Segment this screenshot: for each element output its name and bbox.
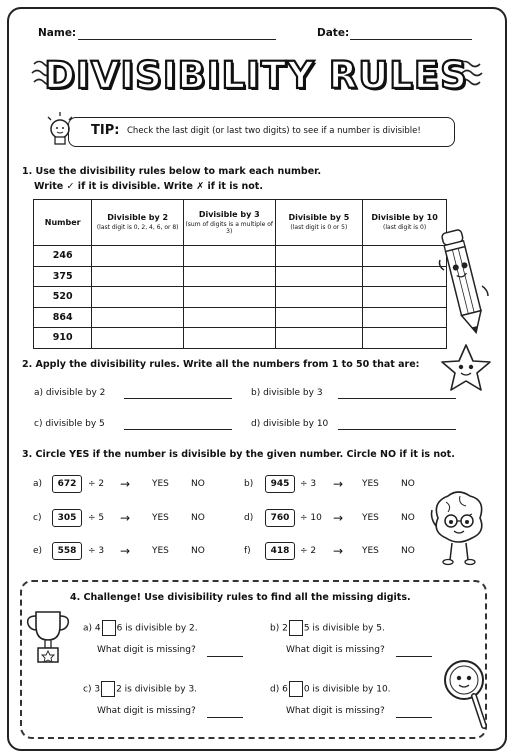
tip-box xyxy=(68,117,455,147)
cell[interactable] xyxy=(183,246,275,267)
cell[interactable] xyxy=(183,307,275,328)
q4-letter-d: d) xyxy=(270,684,280,695)
divisibility-table xyxy=(33,199,447,349)
row-number: 520 xyxy=(34,287,92,308)
q4-answer-a[interactable] xyxy=(207,656,243,657)
q3-number-f: 418 xyxy=(265,542,295,560)
cell[interactable] xyxy=(92,328,184,349)
table-row xyxy=(34,246,447,267)
arrow-icon: → xyxy=(333,477,344,491)
cell[interactable] xyxy=(275,287,363,308)
q4-pre-d: 6 xyxy=(282,684,288,695)
q2-answer-c[interactable] xyxy=(124,429,232,430)
q4-letter-b: b) xyxy=(270,623,280,634)
yes-option[interactable]: YES xyxy=(362,479,379,489)
challenge-box xyxy=(20,580,487,739)
row-number: 864 xyxy=(34,307,92,328)
yes-option[interactable]: YES xyxy=(362,546,379,556)
cell[interactable] xyxy=(92,307,184,328)
q4-missing-d: What digit is missing? xyxy=(286,706,385,716)
col-div5: Divisible by 5 (last digit is 0 or 5) xyxy=(275,200,363,246)
q2-item-c: c) divisible by 5 xyxy=(34,419,105,429)
q3-prompt: 3. Circle YES if the number is divisible by the given number. Circle NO if it is not. xyxy=(22,449,455,460)
q3-letter-d: d) xyxy=(244,513,254,523)
arrow-icon: → xyxy=(120,477,131,491)
cell[interactable] xyxy=(363,328,447,349)
q3-op-c: ÷ 5 xyxy=(88,513,105,523)
q2-prompt: 2. Apply the divisibility rules. Write all the numbers from 1 to 50 that are: xyxy=(22,359,420,370)
col-number: Number xyxy=(34,200,92,246)
table-row xyxy=(34,266,447,287)
q2-item-a: a) divisible by 2 xyxy=(34,388,106,398)
yes-option[interactable]: YES xyxy=(152,546,169,556)
row-number: 375 xyxy=(34,266,92,287)
q3-letter-b: b) xyxy=(244,479,254,489)
cell[interactable] xyxy=(183,328,275,349)
trophy-icon xyxy=(24,608,72,668)
cell[interactable] xyxy=(92,287,184,308)
q4-post-a: 6 is divisible by 2. xyxy=(116,623,198,634)
q3-number-e: 558 xyxy=(52,542,82,560)
pencil-mascot-icon xyxy=(436,226,492,342)
q4-item-b xyxy=(270,620,385,636)
q4-post-d: 0 is divisible by 10. xyxy=(303,684,391,695)
tip-label: TIP: xyxy=(91,123,120,138)
cell[interactable] xyxy=(363,246,447,267)
page-title: DIVISIBILITY RULES xyxy=(44,54,468,97)
q2-answer-b[interactable] xyxy=(338,398,456,399)
q4-post-c: 2 is divisible by 3. xyxy=(116,684,198,695)
cell[interactable] xyxy=(275,266,363,287)
q4-pre-b: 2 xyxy=(282,623,288,634)
date-label: Date: xyxy=(317,27,350,39)
q3-op-d: ÷ 10 xyxy=(300,513,322,523)
missing-digit-box[interactable] xyxy=(101,681,115,697)
col-div10: Divisible by 10 (last digit is 0) xyxy=(363,200,447,246)
cell[interactable] xyxy=(183,266,275,287)
q3-letter-e: e) xyxy=(33,546,43,556)
cell[interactable] xyxy=(275,328,363,349)
date-field[interactable] xyxy=(350,39,472,40)
missing-digit-box[interactable] xyxy=(289,681,303,697)
no-option[interactable]: NO xyxy=(401,546,415,556)
cell[interactable] xyxy=(92,246,184,267)
q4-prompt: 4. Challenge! Use divisibility rules to find all the missing digits. xyxy=(70,592,411,603)
q4-pre-c: 3 xyxy=(94,684,101,695)
star-mascot-icon xyxy=(438,342,494,396)
page-title-wrap xyxy=(0,54,512,97)
q4-letter-a: a) xyxy=(83,623,93,634)
no-option[interactable]: NO xyxy=(401,513,415,523)
q4-letter-c: c) xyxy=(83,684,92,695)
row-number: 910 xyxy=(34,328,92,349)
cell[interactable] xyxy=(275,246,363,267)
q2-answer-d[interactable] xyxy=(338,429,456,430)
table-row xyxy=(34,287,447,308)
q4-item-c xyxy=(83,681,197,697)
yes-option[interactable]: YES xyxy=(152,479,169,489)
cell[interactable] xyxy=(363,307,447,328)
brain-mascot-icon xyxy=(428,488,490,568)
q3-op-a: ÷ 2 xyxy=(88,479,105,489)
q3-number-b: 945 xyxy=(265,475,295,493)
cell[interactable] xyxy=(92,266,184,287)
cell[interactable] xyxy=(275,307,363,328)
col-div2: Divisible by 2 (last digit is 0, 2, 4, 6, or 8) xyxy=(92,200,184,246)
table-row xyxy=(34,328,447,349)
table-row xyxy=(34,307,447,328)
tip-text: Check the last digit (or last two digits) to see if a number is divisible! xyxy=(127,126,421,136)
missing-digit-box[interactable] xyxy=(289,620,303,636)
no-option[interactable]: NO xyxy=(401,479,415,489)
yes-option[interactable]: YES xyxy=(362,513,379,523)
q3-letter-c: c) xyxy=(33,513,42,523)
arrow-icon: → xyxy=(333,544,344,558)
table-header-row xyxy=(34,200,447,246)
arrow-icon: → xyxy=(120,544,131,558)
magnifying-glass-icon xyxy=(440,656,492,734)
q4-answer-c[interactable] xyxy=(207,717,243,718)
q3-number-c: 305 xyxy=(52,509,82,527)
q4-missing-a: What digit is missing? xyxy=(97,645,196,655)
arrow-icon: → xyxy=(120,511,131,525)
no-option[interactable]: NO xyxy=(191,513,205,523)
name-label: Name: xyxy=(38,27,77,39)
name-field[interactable] xyxy=(78,39,276,40)
q4-answer-b[interactable] xyxy=(396,656,432,657)
q4-missing-c: What digit is missing? xyxy=(97,706,196,716)
q3-number-d: 760 xyxy=(265,509,295,527)
q4-answer-d[interactable] xyxy=(396,717,432,718)
q4-pre-a: 4 xyxy=(94,623,101,634)
q3-op-e: ÷ 3 xyxy=(88,546,105,556)
no-option[interactable]: NO xyxy=(191,479,205,489)
no-option[interactable]: NO xyxy=(191,546,205,556)
cell[interactable] xyxy=(363,287,447,308)
yes-option[interactable]: YES xyxy=(152,513,169,523)
missing-digit-box[interactable] xyxy=(102,620,116,636)
col-div3: Divisible by 3 (sum of digits is a multiple of 3) xyxy=(183,200,275,246)
cell[interactable] xyxy=(183,287,275,308)
q4-item-d xyxy=(270,681,391,697)
q4-missing-b: What digit is missing? xyxy=(286,645,385,655)
arrow-icon: → xyxy=(333,511,344,525)
q1-line2: Write ✓ if it is divisible. Write ✗ if it is not. xyxy=(34,181,263,192)
q3-letter-f: f) xyxy=(244,546,251,556)
q3-op-f: ÷ 2 xyxy=(300,546,317,556)
q4-item-a xyxy=(83,620,198,636)
q4-post-b: 5 is divisible by 5. xyxy=(303,623,385,634)
q2-item-b: b) divisible by 3 xyxy=(251,388,323,398)
q1-line1: 1. Use the divisibility rules below to mark each number. xyxy=(22,166,322,177)
q2-item-d: d) divisible by 10 xyxy=(251,419,329,429)
q3-letter-a: a) xyxy=(33,479,43,489)
q2-answer-a[interactable] xyxy=(124,398,232,399)
q3-op-b: ÷ 3 xyxy=(300,479,317,489)
cell[interactable] xyxy=(363,266,447,287)
row-number: 246 xyxy=(34,246,92,267)
q3-number-a: 672 xyxy=(52,475,82,493)
